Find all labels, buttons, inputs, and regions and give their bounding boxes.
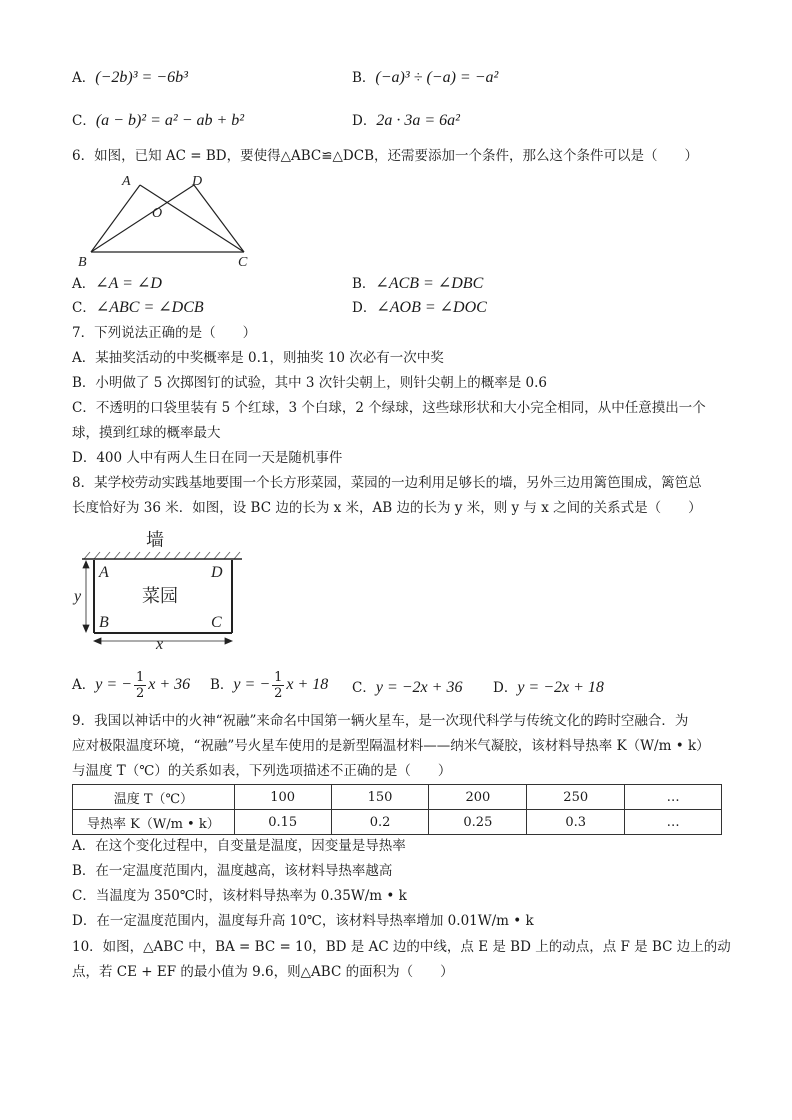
q8-garden-figure: [72, 528, 247, 650]
q6-label-b: B: [78, 255, 87, 270]
q6-option-c: C．∠ABC = ∠DCB: [72, 299, 204, 316]
q8-label-y: y: [74, 588, 82, 605]
table-cell: 150: [331, 785, 429, 810]
q9-stem-line3: 与温度 T（℃）的关系如表，下列选项描述不正确的是（ ）: [72, 763, 452, 779]
q7-option-c-continued: 球，摸到红球的概率最大: [72, 425, 221, 441]
q6-segment-bd: [91, 185, 194, 252]
q8-wall-hatching: [84, 552, 240, 559]
q10-stem-line1: 10．如图，△ABC 中，BA = BC = 10，BD 是 AC 边的中线，点 E 是 BD 上的动点，点 F 是 BC 边上的动: [72, 939, 731, 955]
q7-stem: 7．下列说法正确的是（ ）: [72, 325, 257, 341]
table-cell: 100: [234, 785, 331, 810]
q9-data-table: [72, 784, 722, 835]
table-header-cell: 温度 T（℃）: [73, 785, 235, 810]
q8-option-c: C．y = −2x + 36: [352, 679, 463, 696]
q8-label-b: B: [99, 614, 109, 631]
q9-option-b: B．在一定温度范围内，温度越高，该材料导热率越高: [72, 863, 393, 879]
q9-option-a: A．在这个变化过程中，自变量是温度，因变量是导热率: [72, 838, 406, 854]
q6-label-a: A: [122, 174, 131, 189]
q9-stem-line1: 9．我国以神话中的火神“祝融”来命名中国第一辆火星车，是一次现代科学与传统文化的跨时空融合．为: [72, 713, 689, 729]
q7-option-b: B．小明做了 5 次掷图钉的试验，其中 3 次针尖朝上，则针尖朝上的概率是 0.6: [72, 375, 548, 391]
q9-stem-line2: 应对极限温度环境，“祝融”号火星车使用的是新型隔温材料——纳米气凝胶，该材料导热率 K（W/m • k）: [72, 738, 710, 754]
q5-option-d: D．2a · 3a = 6a²: [352, 112, 460, 129]
table-cell: 0.15: [234, 810, 331, 835]
q6-stem: 6．如图，已知 AC = BD，要使得△ABC≌△DCB，还需要添加一个条件，那么这个条件可以是（ ）: [72, 148, 698, 164]
q8-label-x: x: [156, 636, 164, 650]
q8-stem-line1: 8．某学校劳动实践基地要围一个长方形菜园，菜园的一边利用足够长的墙，另外三边用篱笆围成，篱笆总: [72, 475, 702, 491]
q8-option-d: D．y = −2x + 18: [493, 679, 604, 696]
q8-label-a: A: [99, 564, 109, 581]
q7-option-a: A．某抽奖活动的中奖概率是 0.1，则抽奖 10 次必有一次中奖: [72, 350, 444, 366]
table-row: [73, 785, 722, 810]
q5-option-b: B．(−a)³ ÷ (−a) = −a²: [352, 69, 499, 86]
table-cell: 200: [429, 785, 527, 810]
q9-option-d: D．在一定温度范围内，温度每升高 10℃，该材料导热率增加 0.01W/m • k: [72, 913, 534, 929]
q5-option-c: C．(a − b)² = a² − ab + b²: [72, 112, 245, 129]
q6-option-a: A．∠A = ∠D: [72, 275, 162, 292]
q6-label-o: O: [152, 206, 163, 221]
q8-label-d: D: [211, 564, 223, 581]
q6-option-d: D．∠AOB = ∠DOC: [352, 299, 487, 316]
q6-option-b: B．∠ACB = ∠DBC: [352, 275, 484, 292]
q10-stem-line2: 点，若 CE + EF 的最小值为 9.6，则△ABC 的面积为（ ）: [72, 964, 454, 980]
q8-wall-label: 墙: [146, 530, 164, 550]
q7-option-d: D．400 人中有两人生日在同一天是随机事件: [72, 450, 343, 466]
q8-option-b: B．y = − $\frac{1}{2}$ x + 18: [210, 670, 329, 701]
table-cell: …: [625, 785, 722, 810]
q6-triangle-figure: [76, 168, 264, 272]
q6-segment-ba: [91, 185, 140, 252]
q9-option-c: C．当温度为 350℃时，该材料导热率为 0.35W/m • k: [72, 888, 407, 904]
q8-garden-label: 菜园: [142, 586, 178, 606]
table-cell: 0.2: [331, 810, 429, 835]
table-cell: 0.25: [429, 810, 527, 835]
q6-segment-dc: [194, 185, 244, 252]
table-cell: …: [625, 810, 722, 835]
table-cell: 0.3: [527, 810, 625, 835]
q8-y-dimension: [83, 561, 89, 632]
q8-label-c: C: [211, 614, 222, 631]
q8-option-a: A．y = − $\frac{1}{2}$ x + 36: [72, 670, 191, 701]
table-header-cell: 导热率 K（W/m • k）: [73, 810, 235, 835]
q7-option-c: C．不透明的口袋里装有 5 个红球，3 个白球，2 个绿球，这些球形状和大小完全相同，从中任意摸出一个: [72, 400, 706, 416]
q6-label-c: C: [238, 255, 248, 270]
q5-option-a: A．(−2b)³ = −6b³: [72, 69, 188, 86]
table-cell: 250: [527, 785, 625, 810]
table-row: [73, 810, 722, 835]
q8-stem-line2: 长度恰好为 36 米．如图，设 BC 边的长为 x 米，AB 边的长为 y 米，则 y 与 x 之间的关系式是（ ）: [72, 500, 702, 516]
q6-label-d: D: [192, 174, 203, 189]
